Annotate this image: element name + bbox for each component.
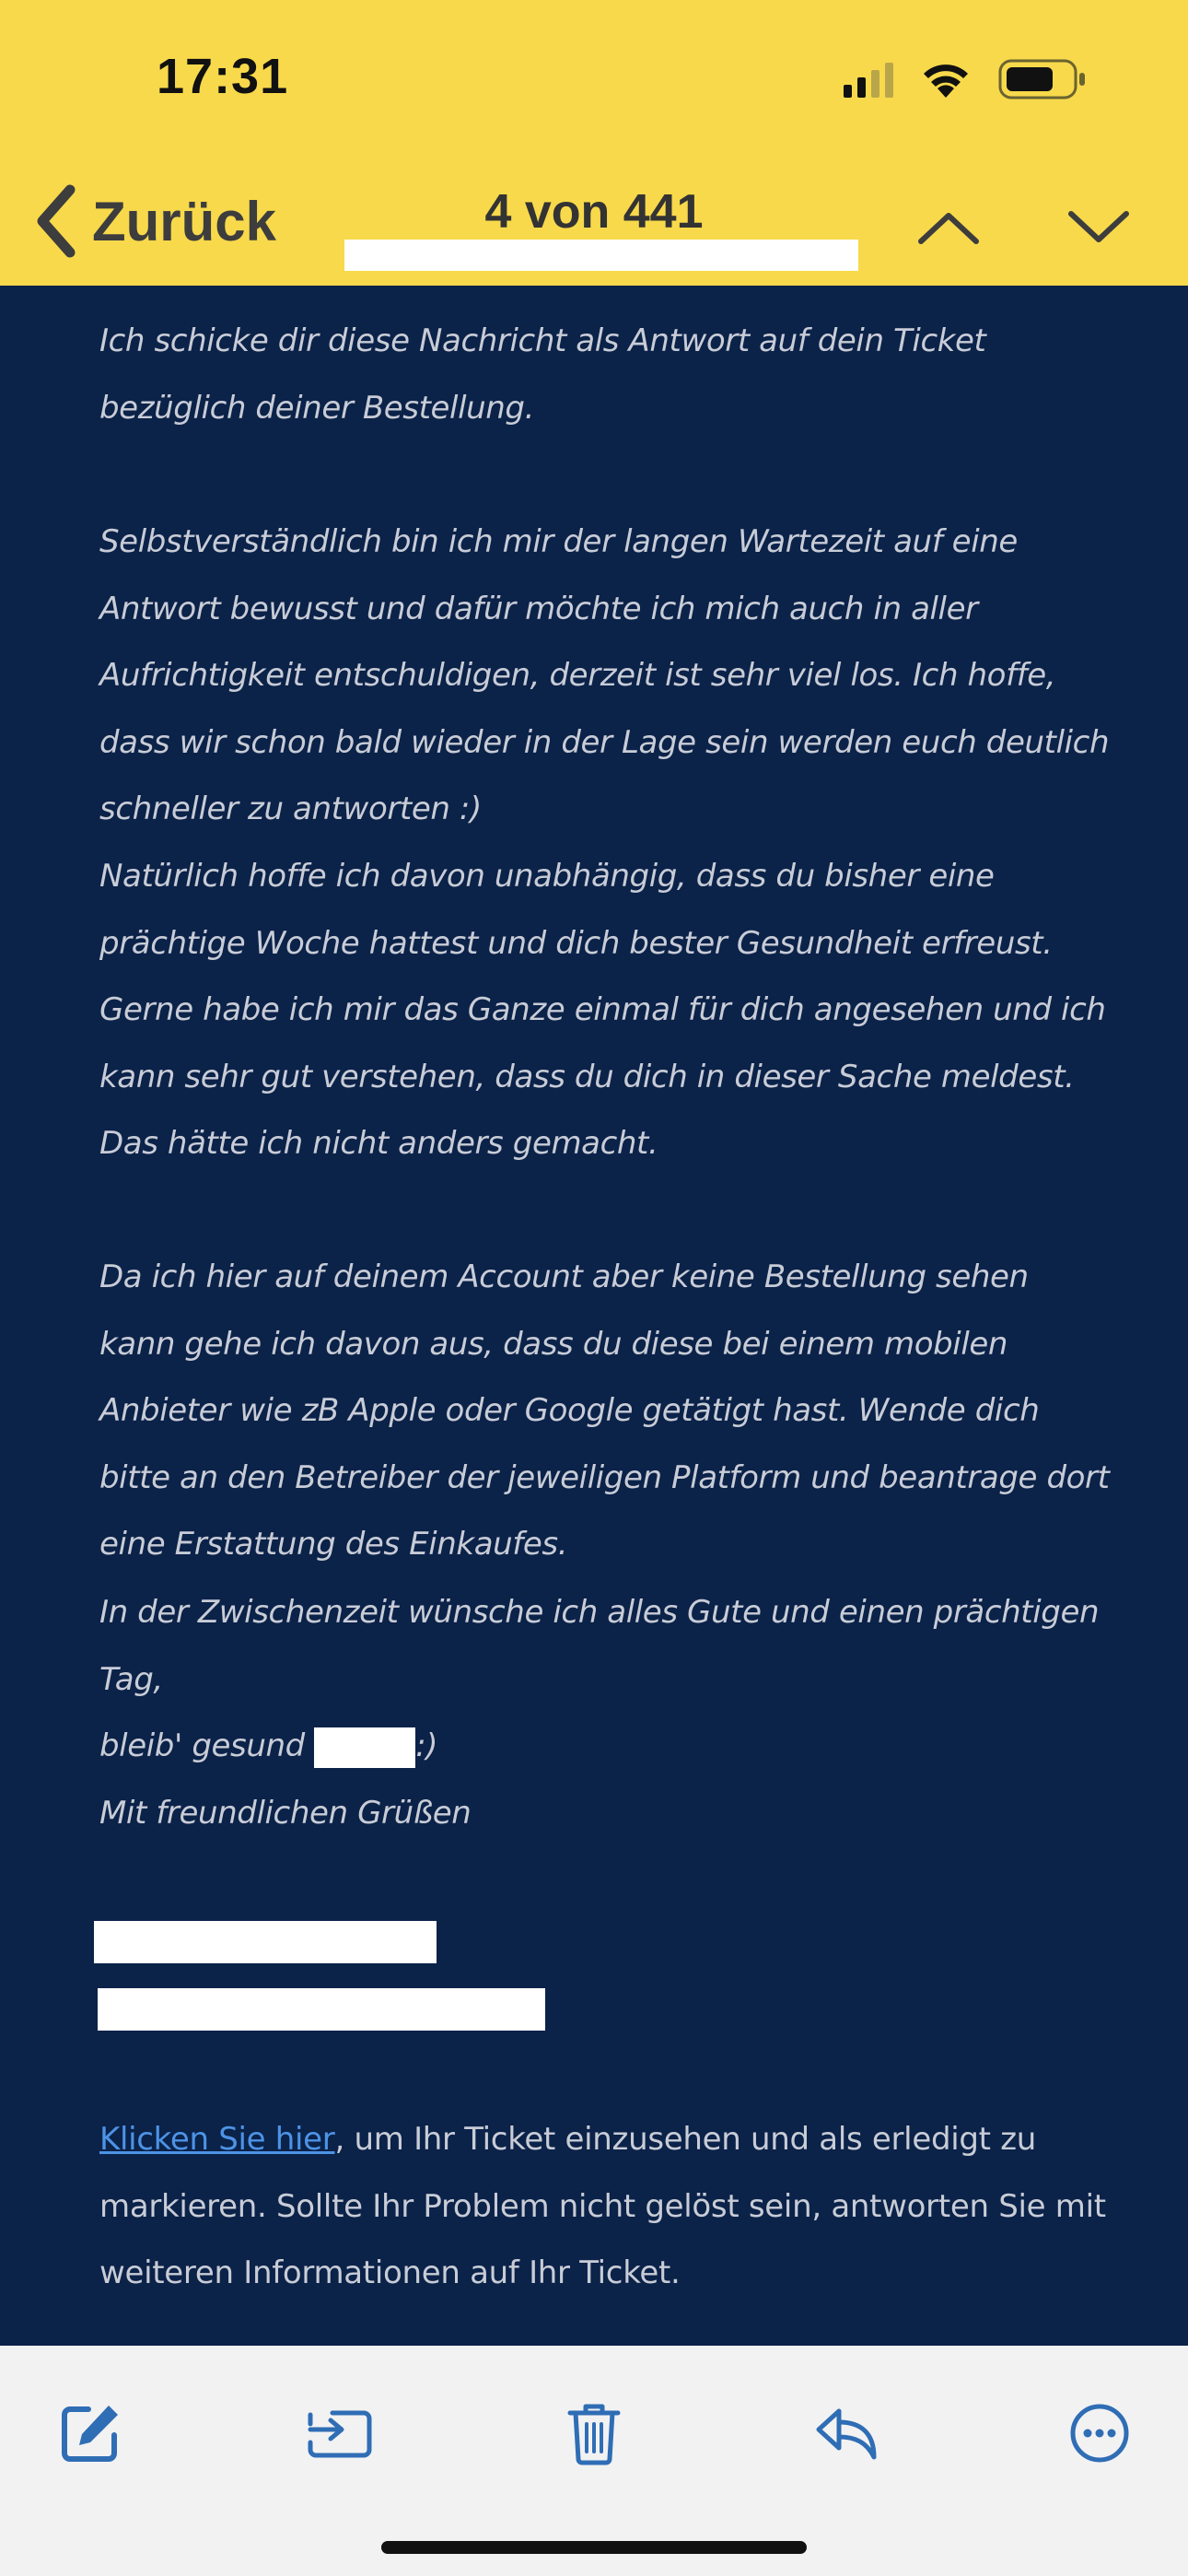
wifi-icon: [919, 59, 973, 100]
compose-icon: [57, 2400, 123, 2466]
email-paragraph: Selbstverständlich bin ich mir der langen Wartezeit auf eine Antwort bewusst und dafür möchte ich mich auch in aller Aufrichtigkeit entschuldigen, derzeit ist sehr viel los. Ich hoffe, dass wir schon bald wieder in der Lage sein werden euch deutlich schneller zu antworten :): [99, 523, 1110, 827]
battery-icon: [998, 58, 1087, 100]
ticket-footer: [99, 2106, 1122, 2307]
closing-line: In der Zwischenzeit wünsche ich alles Gute und einen prächtigen Tag,: [99, 1594, 1100, 1698]
closing-line-prefix: bleib' gesund: [99, 1727, 315, 1764]
chevron-down-icon: [1066, 209, 1131, 246]
more-icon: [1069, 2403, 1130, 2464]
reply-button[interactable]: [805, 2392, 888, 2475]
compose-button[interactable]: [49, 2392, 132, 2475]
ticket-link[interactable]: Klicken Sie hier: [99, 2121, 335, 2158]
back-label: Zurück: [92, 190, 277, 252]
redacted-signature-name: [94, 1921, 437, 1963]
delete-button[interactable]: [553, 2392, 635, 2475]
redacted-name: [314, 1727, 415, 1768]
email-paragraph: Ich schicke dir diese Nachricht als Antwort auf dein Ticket bezüglich deiner Bestellung.: [99, 322, 986, 427]
move-button[interactable]: [298, 2392, 381, 2475]
email-greeting: Mit freundlichen Grüßen: [99, 1795, 472, 1832]
email-paragraph: Natürlich hoffe ich davon unabhängig, dass du bisher eine prächtige Woche hattest und dich bester Gesundheit erfreust. Gerne habe ich mir das Ganze einmal für dich angesehen und ich kann sehr gut verstehen, dass du dich in dieser Sache meldest. Das hätte ich nicht anders gemacht.: [99, 858, 1106, 1162]
move-to-folder-icon: [305, 2406, 375, 2461]
email-paragraph: Da ich hier auf deinem Account aber keine Bestellung sehen kann gehe ich davon aus, dass du diese bei einem mobilen Anbieter wie zB Apple oder Google getätigt hast. Wende dich bitte an den Betreiber der jeweiligen Platform und beantrage dort eine Erstattung des Einkaufes.: [99, 1259, 1110, 1563]
email-closing: [99, 1579, 1112, 1780]
closing-line-suffix: :): [415, 1727, 438, 1764]
previous-message-button[interactable]: [907, 195, 990, 260]
trash-icon: [566, 2400, 622, 2466]
footer-text: , um Ihr Ticket einzusehen und als erledigt zu markieren. Sollte Ihr Problem nicht gelöst sein, antworten Sie mit weiteren Informationen auf Ihr Ticket.: [99, 2121, 1106, 2291]
status-icons: [844, 57, 1087, 101]
chevron-up-icon: [916, 209, 981, 246]
email-body: [0, 286, 1188, 2346]
header: [0, 0, 1188, 286]
cellular-signal-icon: [844, 61, 893, 98]
next-message-button[interactable]: [1057, 195, 1140, 260]
message-counter: 4 von 441: [484, 185, 704, 239]
redacted-sender: [344, 240, 858, 271]
home-indicator[interactable]: [381, 2541, 807, 2554]
more-button[interactable]: [1058, 2392, 1141, 2475]
status-time: 17:31: [157, 49, 289, 104]
redacted-signature-company: [98, 1988, 545, 2031]
reply-icon: [813, 2404, 879, 2463]
